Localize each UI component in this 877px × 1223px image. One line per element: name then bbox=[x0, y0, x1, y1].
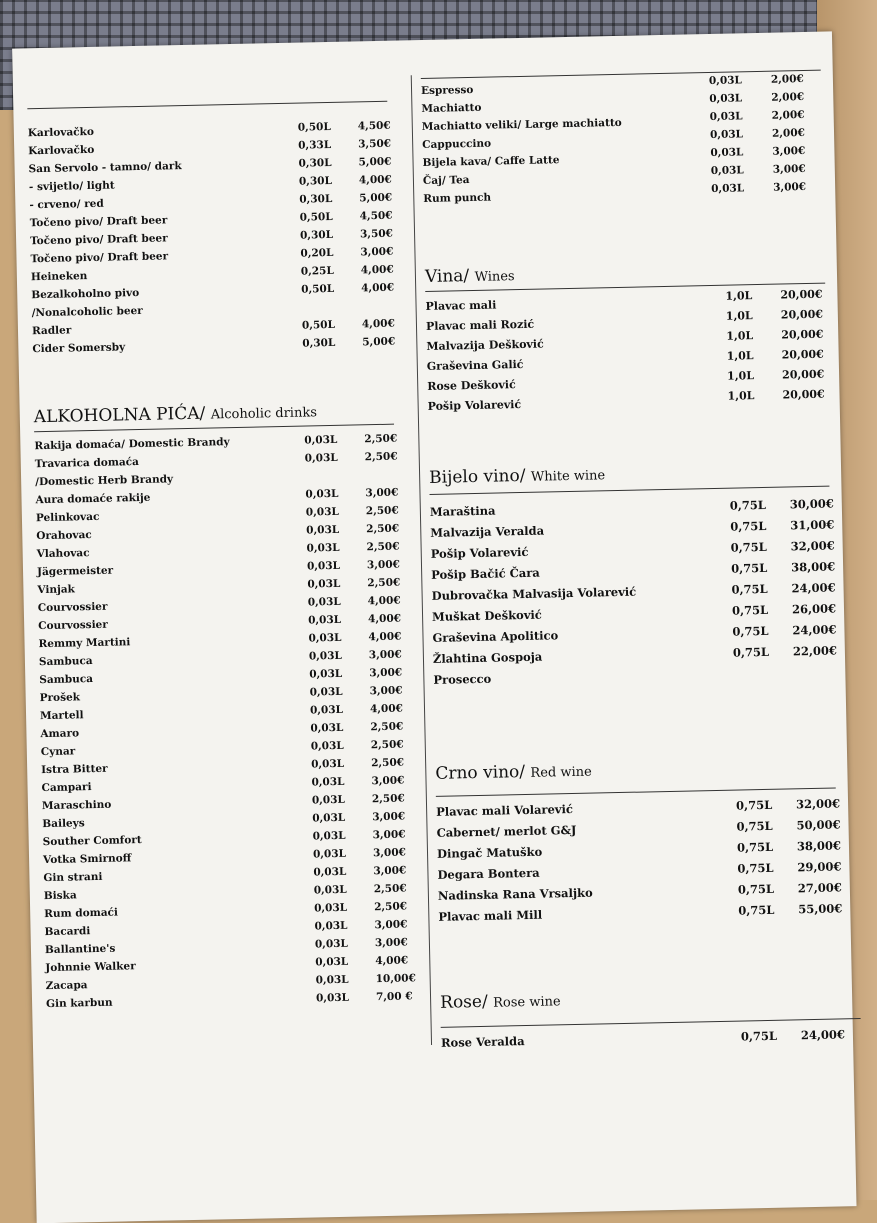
rose-title: Rose/ bbox=[439, 991, 488, 1013]
menu-item-name: Rose Dešković bbox=[427, 378, 516, 393]
menu-item-name: Remmy Martini bbox=[38, 636, 131, 651]
menu-item-volume: 0,75L bbox=[736, 818, 773, 834]
menu-item-price: 2,00€ bbox=[771, 109, 805, 122]
menu-item-price: 31,00€ bbox=[790, 517, 835, 533]
menu-item-price: 3,00€ bbox=[366, 558, 400, 572]
menu-item-price: 20,00€ bbox=[780, 287, 823, 302]
menu-item-volume: 1,0L bbox=[725, 309, 753, 323]
menu-item-name: Malvazija Dešković bbox=[426, 337, 544, 353]
menu-item-volume: 0,30L bbox=[298, 156, 332, 170]
menu-item-volume: 0,03L bbox=[309, 703, 344, 717]
menu-item-price: 7,00 € bbox=[375, 990, 413, 1004]
menu-item-price: 20,00€ bbox=[781, 367, 825, 382]
menu-item-volume: 0,03L bbox=[307, 595, 341, 609]
menu-item-volume: 0,03L bbox=[306, 523, 340, 537]
menu-item-price: 3,00€ bbox=[772, 162, 806, 176]
menu-item-name: Žlahtina Gospoja bbox=[432, 649, 543, 666]
menu-item-price: 2,50€ bbox=[365, 504, 399, 518]
menu-item-price: 20,00€ bbox=[781, 327, 824, 342]
menu-item-name: Pošip Bačić Čara bbox=[431, 565, 540, 582]
menu-item-price: 3,00€ bbox=[368, 648, 402, 662]
menu-item-price: 4,00€ bbox=[369, 702, 404, 716]
menu-item-name: Graševina Galić bbox=[426, 357, 524, 373]
menu-item-volume: 0,03L bbox=[710, 146, 744, 159]
menu-item-price: 2,50€ bbox=[364, 450, 398, 464]
menu-item-name: Ballantine's bbox=[44, 942, 116, 957]
menu-item-name: Vinjak bbox=[37, 583, 76, 597]
menu-item-price: 10,00€ bbox=[375, 972, 416, 986]
menu-item-volume: 0,30L bbox=[299, 192, 333, 206]
menu-item-price: 5,00€ bbox=[362, 335, 396, 349]
menu-item-price: 2,00€ bbox=[770, 73, 804, 86]
menu-item-price: 4,50€ bbox=[359, 209, 393, 223]
menu-item-price: 3,00€ bbox=[772, 144, 806, 158]
menu-item-price: 26,00€ bbox=[791, 601, 837, 617]
menu-item-volume: 1,0L bbox=[725, 289, 753, 303]
menu-item-volume: 0,03L bbox=[308, 649, 342, 663]
menu-item-price: 4,00€ bbox=[358, 173, 392, 187]
menu-item-name: Martell bbox=[39, 709, 84, 723]
white-rule bbox=[430, 486, 830, 495]
menu-item-volume: 0,30L bbox=[299, 228, 334, 242]
menu-item-price: 4,00€ bbox=[360, 263, 394, 277]
menu-item-name: Pošip Volarević bbox=[427, 398, 522, 413]
menu-item-price: 4,00€ bbox=[361, 317, 395, 331]
menu-item-name: - svijetlo/ light bbox=[28, 179, 115, 194]
menu-item-volume: 0,03L bbox=[710, 164, 744, 177]
menu-item-price: 27,00€ bbox=[797, 880, 843, 896]
menu-item-name: Rum punch bbox=[423, 191, 492, 206]
menu-item-price: 24,00€ bbox=[800, 1027, 846, 1043]
menu-item-name: Nadinska Rana Vrsaljko bbox=[437, 885, 593, 903]
menu-item-name: Amaro bbox=[40, 727, 80, 741]
menu-item-volume: 0,03L bbox=[305, 505, 339, 519]
menu-page bbox=[12, 31, 856, 1223]
white-title-en: White wine bbox=[530, 468, 606, 485]
menu-item-price: 4,00€ bbox=[368, 630, 402, 644]
menu-item-price: 20,00€ bbox=[782, 387, 825, 402]
menu-item-name: Dubrovačka Malvasija Volarević bbox=[431, 584, 637, 603]
menu-item-price: 2,50€ bbox=[366, 522, 400, 536]
menu-item-volume: 0,03L bbox=[313, 865, 347, 879]
menu-item-volume: 0,03L bbox=[312, 829, 346, 843]
menu-item-volume: 0,03L bbox=[309, 685, 343, 699]
menu-item-price: 20,00€ bbox=[781, 347, 824, 362]
menu-item-volume: 0,30L bbox=[298, 174, 333, 188]
menu-item-volume: 0,03L bbox=[312, 847, 347, 861]
red-rule bbox=[436, 787, 836, 796]
menu-item-price: 4,00€ bbox=[375, 954, 409, 968]
menu-item-name: Maraschino bbox=[41, 798, 112, 813]
menu-item-volume: 0,03L bbox=[308, 631, 342, 645]
menu-item-price: 3,00€ bbox=[365, 486, 399, 500]
menu-item-price: 3,00€ bbox=[369, 666, 403, 680]
menu-item-volume: 0,03L bbox=[313, 883, 347, 897]
wines-list bbox=[425, 287, 857, 416]
menu-item-price: 50,00€ bbox=[796, 817, 841, 833]
menu-item-name: Plavac mali Rozić bbox=[425, 317, 535, 333]
menu-item-name: Sambuca bbox=[39, 673, 94, 687]
menu-item-name: Plavac mali bbox=[425, 298, 497, 313]
menu-item-price: 3,00€ bbox=[374, 936, 408, 950]
menu-item-name: Točeno pivo/ Draft beer bbox=[30, 250, 169, 266]
menu-item-price: 3,00€ bbox=[369, 684, 403, 698]
white-title: Bijelo vino/ bbox=[428, 465, 526, 488]
menu-item-volume: 0,03L bbox=[709, 110, 743, 123]
menu-item-volume: 0,03L bbox=[309, 667, 343, 681]
menu-item-price: 3,00€ bbox=[372, 846, 407, 860]
menu-item-volume: 0,75L bbox=[738, 902, 775, 918]
menu-item-volume: 0,03L bbox=[708, 74, 743, 87]
menu-item-volume: 0,75L bbox=[729, 497, 767, 513]
menu-item-volume: 0,75L bbox=[740, 1028, 778, 1044]
menu-item-name: Maraština bbox=[429, 503, 496, 519]
menu-item-price: 2,50€ bbox=[367, 576, 401, 590]
menu-item-name: Bezalkoholno pivo bbox=[31, 286, 140, 302]
wines-title: Vina/ bbox=[424, 266, 470, 287]
menu-item-price: 22,00€ bbox=[792, 643, 838, 659]
menu-item-name: Plavac mali Volarević bbox=[436, 802, 574, 819]
menu-item-name: Cider Somersby bbox=[32, 341, 126, 356]
left-column bbox=[27, 100, 426, 1016]
wines-title-en: Wines bbox=[474, 269, 515, 285]
menu-item-name: /Nonalcoholic beer bbox=[31, 304, 143, 320]
right-column bbox=[420, 31, 871, 1057]
menu-item-volume: 0,20L bbox=[300, 246, 334, 260]
menu-item-price: 4,00€ bbox=[361, 281, 395, 295]
menu-item-name: Rum domaći bbox=[44, 906, 119, 921]
red-title: Crno vino/ bbox=[435, 762, 526, 784]
menu-item-volume: 0,75L bbox=[731, 602, 769, 618]
menu-item-volume: 0,03L bbox=[711, 182, 745, 195]
menu-item-name: Karlovačko bbox=[27, 125, 95, 140]
menu-item-name: Jägermeister bbox=[36, 564, 114, 579]
menu-item-volume: 0,50L bbox=[297, 120, 331, 134]
menu-item-volume: 0,03L bbox=[307, 577, 341, 591]
menu-item-name: Muškat Dešković bbox=[431, 607, 542, 624]
menu-item-name: Degara Bontera bbox=[437, 865, 540, 882]
menu-item-name: Zacapa bbox=[45, 979, 88, 993]
menu-item-price: 2,50€ bbox=[370, 738, 404, 752]
menu-item-volume: 0,03L bbox=[311, 793, 345, 807]
menu-item-volume: 0,03L bbox=[305, 487, 339, 501]
menu-item-name: Rose Veralda bbox=[440, 1034, 525, 1050]
menu-item-name: Campari bbox=[41, 781, 92, 795]
menu-item-price: 20,00€ bbox=[780, 307, 824, 322]
menu-item-price: 3,00€ bbox=[372, 828, 406, 842]
menu-item-price: 2,50€ bbox=[371, 792, 405, 806]
menu-item-name: Rakija domaća/ Domestic Brandy bbox=[34, 436, 230, 453]
menu-item-price: 3,00€ bbox=[773, 180, 807, 194]
menu-item-volume: 0,75L bbox=[736, 839, 774, 855]
menu-item-price: 3,50€ bbox=[359, 227, 394, 241]
menu-item-name: Machiatto veliki/ Large machiatto bbox=[421, 116, 622, 134]
beer-list bbox=[28, 119, 413, 361]
menu-item-name: Courvossier bbox=[37, 600, 108, 615]
alcoholic-list bbox=[34, 432, 426, 1016]
menu-item-name: Votka Smirnoff bbox=[42, 852, 132, 867]
red-wine-list bbox=[436, 796, 869, 931]
menu-item-volume: 0,03L bbox=[304, 451, 338, 465]
rose-wine-list bbox=[441, 1027, 871, 1057]
menu-item-price: 2,00€ bbox=[771, 127, 806, 140]
menu-item-name: Radler bbox=[31, 324, 72, 338]
menu-item-price: 29,00€ bbox=[797, 859, 842, 875]
menu-item-name: Pošip Volarević bbox=[430, 544, 529, 561]
menu-item-name: Courvossier bbox=[38, 618, 108, 633]
menu-item-price: 2,50€ bbox=[371, 756, 405, 770]
menu-item-volume: 0,03L bbox=[315, 955, 349, 969]
menu-item-volume: 0,75L bbox=[730, 539, 767, 555]
menu-item-price: 2,50€ bbox=[373, 882, 407, 896]
red-title-en: Red wine bbox=[530, 764, 592, 781]
alcoholic-title-en: Alcoholic drinks bbox=[210, 405, 318, 423]
coffee-list bbox=[421, 72, 854, 207]
menu-item-volume: 0,50L bbox=[299, 210, 333, 224]
menu-item-name: Karlovačko bbox=[28, 143, 95, 158]
menu-item-volume: 0,03L bbox=[314, 901, 348, 915]
menu-item-volume: 0,30L bbox=[302, 336, 336, 350]
menu-item-name: Cabernet/ merlot G&J bbox=[436, 822, 577, 840]
menu-item-volume: 0,03L bbox=[306, 541, 340, 555]
menu-item-name: Gin strani bbox=[43, 870, 103, 885]
menu-item-name: Prošek bbox=[39, 691, 81, 705]
menu-item-volume: 0,03L bbox=[709, 128, 744, 141]
menu-item-volume: 0,03L bbox=[306, 559, 341, 573]
menu-item-volume: 0,50L bbox=[301, 318, 336, 332]
menu-item-name: Gin karbun bbox=[45, 996, 113, 1011]
menu-item-price: 55,00€ bbox=[798, 901, 843, 917]
menu-item-volume: 0,33L bbox=[298, 138, 332, 152]
menu-item-volume: 0,75L bbox=[737, 860, 774, 876]
menu-item-price: 2,50€ bbox=[364, 432, 398, 446]
menu-item-price: 24,00€ bbox=[791, 580, 836, 596]
menu-item-price: 38,00€ bbox=[790, 559, 836, 575]
menu-item-price: 24,00€ bbox=[792, 622, 837, 638]
menu-item-volume: 1,0L bbox=[726, 369, 755, 383]
menu-item-price: 2,00€ bbox=[771, 91, 805, 104]
menu-item-volume: 0,75L bbox=[737, 881, 775, 897]
rose-rule bbox=[441, 1018, 861, 1028]
menu-item-name: Travarica domaća bbox=[34, 456, 140, 471]
menu-item-price: 32,00€ bbox=[795, 796, 841, 812]
menu-item-name: Heineken bbox=[30, 270, 88, 284]
menu-item-name: Istra Bitter bbox=[41, 762, 108, 777]
menu-item-name: Baileys bbox=[42, 817, 85, 831]
menu-item-name: Biska bbox=[43, 889, 77, 903]
menu-item-row bbox=[441, 1027, 871, 1057]
menu-item-price: 4,00€ bbox=[367, 594, 401, 608]
menu-item-price: 3,50€ bbox=[358, 137, 392, 151]
menu-item-volume: 0,03L bbox=[311, 775, 345, 789]
alcoholic-title: ALKOHOLNA PIĆA/ bbox=[33, 403, 206, 428]
menu-item-volume: 1,0L bbox=[727, 389, 755, 403]
menu-item-name: Točeno pivo/ Draft beer bbox=[29, 214, 168, 230]
menu-item-price: 2,50€ bbox=[370, 720, 404, 734]
menu-item-volume: 0,25L bbox=[300, 264, 334, 278]
menu-item-name: Bacardi bbox=[44, 925, 91, 939]
menu-item-name: Cappuccino bbox=[422, 137, 492, 152]
menu-item-name: Sambuca bbox=[38, 655, 93, 669]
menu-item-name: Cynar bbox=[40, 745, 76, 759]
menu-item-name: Vlahovac bbox=[36, 547, 90, 561]
menu-item-name: Pelinkovac bbox=[35, 510, 100, 525]
menu-item-volume: 0,03L bbox=[308, 613, 342, 627]
menu-item-name: San Servolo - tamno/ dark bbox=[28, 160, 182, 176]
menu-item-name: Točeno pivo/ Draft beer bbox=[30, 232, 168, 248]
menu-item-name: Johnnie Walker bbox=[45, 960, 136, 975]
menu-item-volume: 0,03L bbox=[315, 973, 349, 987]
menu-item-volume: 0,75L bbox=[731, 581, 768, 597]
menu-item-volume: 0,50L bbox=[301, 282, 335, 296]
menu-item-volume: 0,03L bbox=[312, 811, 346, 825]
menu-item-volume: 0,03L bbox=[315, 991, 350, 1005]
menu-item-name: - crveno/ red bbox=[29, 197, 104, 212]
menu-item-volume: 0,75L bbox=[735, 797, 773, 813]
menu-item-name: /Domestic Herb Brandy bbox=[35, 473, 174, 489]
menu-item-name: Espresso bbox=[420, 83, 474, 98]
menu-item-price: 3,00€ bbox=[360, 245, 394, 259]
menu-item-price: 3,00€ bbox=[371, 774, 405, 788]
menu-item-volume: 0,75L bbox=[730, 518, 767, 534]
menu-item-name: Dingač Matuško bbox=[436, 844, 543, 861]
menu-item-name: Prosecco bbox=[433, 671, 492, 687]
menu-item-volume: 0,03L bbox=[310, 739, 344, 753]
menu-item-name: Souther Comfort bbox=[42, 834, 142, 849]
menu-item-price: 5,00€ bbox=[358, 155, 392, 169]
menu-item-price: 4,50€ bbox=[357, 119, 391, 133]
menu-item-volume: 1,0L bbox=[726, 349, 754, 363]
menu-item-volume: 1,0L bbox=[726, 329, 754, 343]
menu-item-price: 3,00€ bbox=[374, 918, 408, 932]
menu-item-volume: 0,03L bbox=[304, 433, 338, 447]
menu-item-volume: 0,03L bbox=[314, 937, 349, 951]
menu-item-name: Plavac mali Mill bbox=[438, 907, 543, 924]
rose-title-en: Rose wine bbox=[492, 994, 561, 1011]
menu-item-name: Machiatto bbox=[421, 101, 482, 116]
menu-item-price: 3,00€ bbox=[373, 864, 407, 878]
menu-item-price: 38,00€ bbox=[796, 838, 842, 854]
menu-item-price: 30,00€ bbox=[789, 496, 834, 512]
menu-item-price: 2,50€ bbox=[374, 900, 408, 914]
menu-item-name: Graševina Apolitico bbox=[432, 628, 559, 645]
menu-item-price: 32,00€ bbox=[790, 538, 835, 554]
beer-top-rule bbox=[27, 101, 387, 110]
menu-item-volume: 0,75L bbox=[730, 560, 768, 576]
menu-item-volume: 0,03L bbox=[709, 92, 743, 105]
menu-item-volume: 0,75L bbox=[732, 644, 770, 660]
menu-item-price: 3,00€ bbox=[372, 810, 406, 824]
menu-item-price: 4,00€ bbox=[367, 612, 402, 626]
menu-item-name: Bijela kava/ Caffe Latte bbox=[422, 154, 560, 170]
menu-item-name: Čaj/ Tea bbox=[422, 174, 470, 188]
menu-item-volume: 0,03L bbox=[314, 919, 348, 933]
menu-item-name: Aura domaće rakije bbox=[35, 491, 151, 507]
menu-item-volume: 0,75L bbox=[732, 623, 769, 639]
menu-item-volume: 0,03L bbox=[311, 757, 345, 771]
white-wine-list bbox=[430, 496, 864, 694]
menu-item-volume: 0,03L bbox=[310, 721, 344, 735]
menu-item-price: 5,00€ bbox=[359, 191, 393, 205]
menu-item-name: Orahovac bbox=[36, 529, 92, 543]
menu-item-name: Malvazija Veralda bbox=[430, 523, 545, 540]
menu-item-price: 2,50€ bbox=[366, 540, 400, 554]
